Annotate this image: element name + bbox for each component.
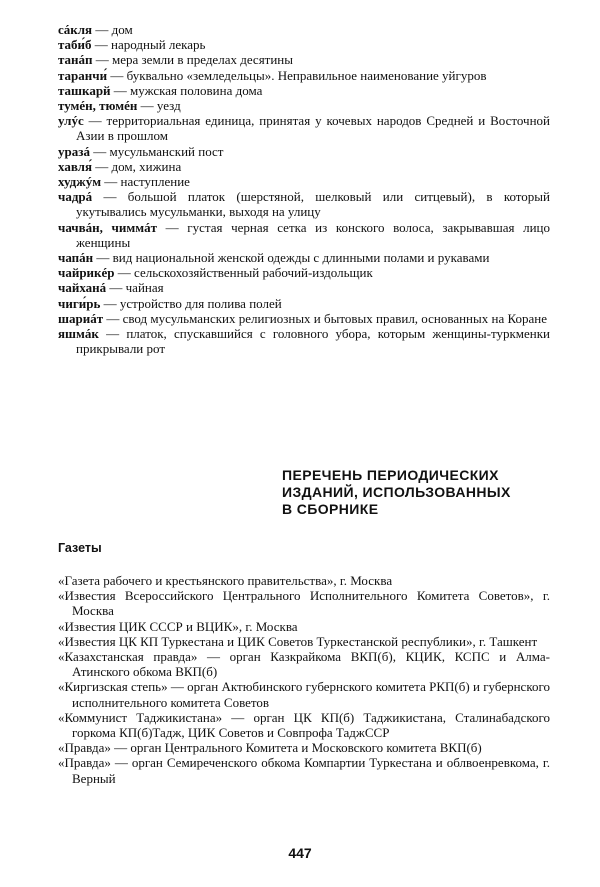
glossary-entry: таби́б — народный лекарь bbox=[58, 37, 206, 53]
newspaper-item: «Правда» — орган Центрального Комитета и Московского комитета ВКП(б) bbox=[58, 740, 482, 756]
glossary-entry: таранчи́ — буквально «земледельцы». Неправильное наименование уйгуров bbox=[58, 67, 487, 83]
glossary-entry: чачвáн, чиммáт — густая черная сетка из конского волоса, закрывавшая лицо женщины bbox=[58, 219, 551, 250]
section-heading bbox=[282, 467, 562, 518]
glossary-entry: чайханá — чайная bbox=[58, 280, 164, 296]
glossary-entry: танáп — мера земли в пределах десятины bbox=[58, 52, 293, 68]
newspaper-list bbox=[58, 573, 550, 786]
glossary-entry: ташкарй — мужская половина дома bbox=[58, 82, 263, 98]
glossary-entry: чадрá — большой платок (шерстяной, шелковый или ситцевый), в который укутывались мусульманки, выходя на улицу bbox=[58, 189, 551, 220]
glossary-entry: чайрикéр — сельскохозяйственный рабочий-издольщик bbox=[58, 265, 373, 281]
glossary-entry: яшмáк — платок, спускавшийся с головного убора, которым женщины-туркменки прикрывали рот bbox=[58, 326, 550, 357]
glossary-entry: тумéн, тюмéн — уезд bbox=[58, 98, 181, 114]
page-number: 447 bbox=[288, 845, 312, 861]
newspaper-item: «Известия ЦИК СССР и ВЦИК», г. Москва bbox=[58, 618, 298, 634]
glossary-entry: уразá — мусульманский пост bbox=[58, 143, 224, 159]
newspaper-item: «Известия ЦК КП Туркестана и ЦИК Советов Туркестанской республики», г. Ташкент bbox=[58, 633, 538, 649]
glossary-entry: чапáн — вид национальной женской одежды с длинными полами и рукавами bbox=[58, 250, 490, 266]
section-heading-line: ИЗДАНИЙ, ИСПОЛЬЗОВАННЫХ bbox=[282, 484, 511, 500]
section-heading-line: ПЕРЕЧЕНЬ ПЕРИОДИЧЕСКИХ bbox=[282, 467, 499, 483]
newspaper-item: «Коммунист Таджикистана» — орган ЦК КП(б) Таджикистана, Сталинабадского горкома КП(б)Тадж, ЦИК Советов и Совпрофа ТаджССР bbox=[58, 709, 550, 741]
newspaper-item: «Известия Всероссийского Центрального Исполнительного Комитета Советов», г. Москва bbox=[58, 588, 550, 619]
glossary-entry: улýс — территориальная единица, принятая у кочевых народов Средней и Восточной Азии в прошлом bbox=[58, 113, 551, 144]
section-heading-line: В СБОРНИКЕ bbox=[282, 501, 379, 517]
glossary-entry: шариáт — свод мусульманских религиозных и бытовых правил, основанных на Коране bbox=[58, 310, 547, 326]
newspaper-item: «Казахстанская правда» — орган Казкрайкома ВКП(б), КЦИК, КСПС и Алма-Атинского обкома ВКП(б) bbox=[58, 649, 550, 680]
newspaper-item: «Газета рабочего и крестьянского правительства», г. Москва bbox=[58, 573, 393, 588]
glossary bbox=[58, 22, 550, 356]
glossary-entry: сáкля — дом bbox=[58, 22, 133, 37]
glossary-entry: худжýм — наступление bbox=[58, 174, 190, 190]
glossary-entry: хавля́ — дом, хижина bbox=[58, 158, 182, 174]
subheading-newspapers: Газеты bbox=[58, 541, 102, 555]
newspaper-item: «Правда» — орган Семиреченского обкома Компартии Туркестана и облвоенревкома, г. Верный bbox=[58, 755, 550, 786]
glossary-entry: чиги́рь — устройство для полива полей bbox=[58, 295, 282, 311]
newspaper-item: «Киргизская степь» — орган Актюбинского губернского комитета РКП(б) и губернского исполнительного комитета Советов bbox=[58, 679, 550, 710]
